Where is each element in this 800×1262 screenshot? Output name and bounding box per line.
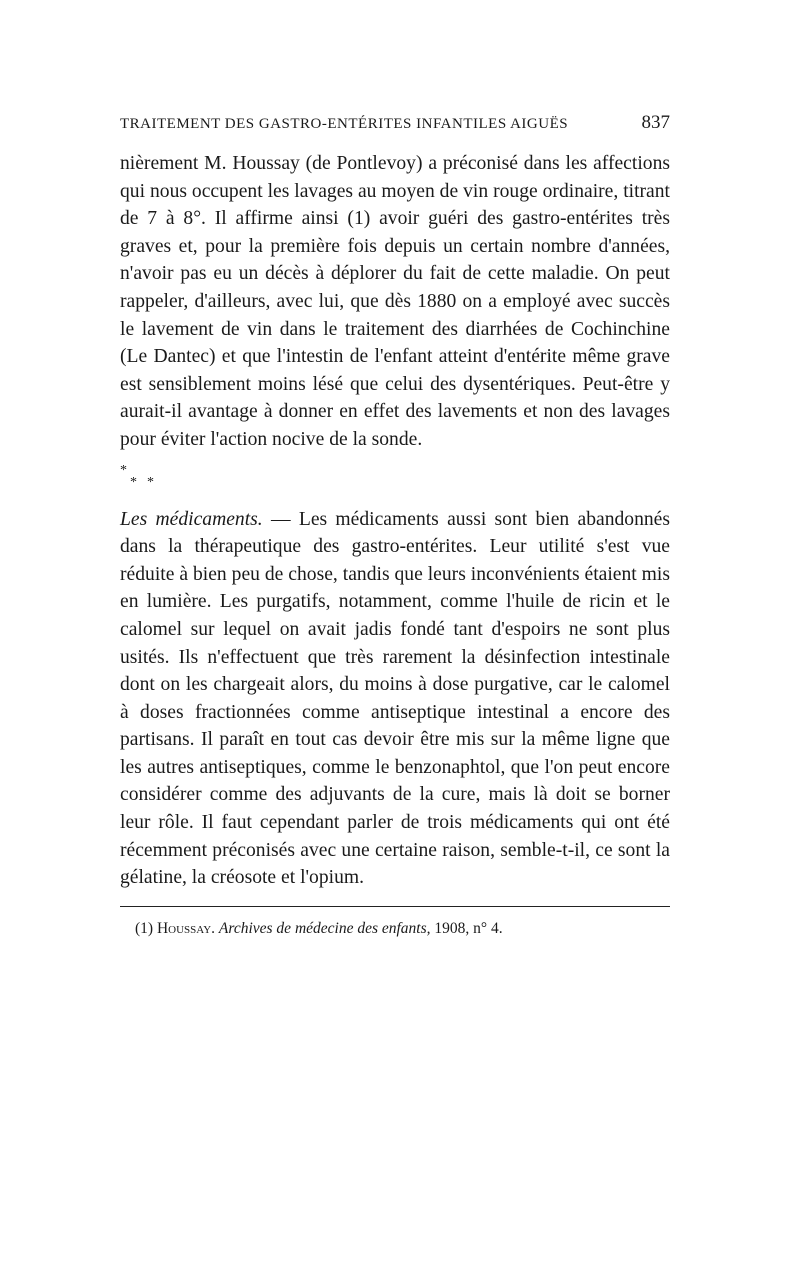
page-number: 837: [641, 112, 670, 133]
footnote-marker: (1): [135, 919, 154, 937]
section-text: Les médicaments aussi sont bien abandonnés dans la thérapeutique des gastro-entérites. Leur utilité s'est vue réduite à bien peu de chose, tandis que leurs inconvénients étaient mis en lumière. Les purgatifs, notamment, comme l'huile de ricin et le calomel sur lequel on avait jadis fondé tant d'espoirs ne sont plus usités. Ils n'effectuent que très rarement la désinfection intestinale dont on les chargeait alors, du moins à dose purgative, car le calomel à doses fractionnées comme antiseptique intestinal a encore des partisans. Il paraît en tout cas devoir être mis sur la même ligne que les autres antiseptiques, comme le benzonaphtol, que l'on peut encore considérer comme des adjuvants de la cure, mais là doit se borner leur rôle. Il faut cependant parler de trois médicaments qui ont été récemment préconisés avec une certaine raison, semble-t-il, ce sont la gélatine, la créosote et l'opium.: [120, 508, 671, 889]
paragraph-medicaments: [120, 506, 670, 892]
asterism-top: *: [120, 462, 127, 478]
footnote-journal: Archives de médecine des enfants,: [218, 919, 431, 937]
paragraph-lavages: nièrement M. Houssay (de Pontlevoy) a préconisé dans les affections qui nous occupent les lavages au moyen de vin rouge ordinaire, titrant de 7 à 8°. Il affirme ainsi (1) avoir guéri des gastro-entérites très graves et, pour la première fois depuis un certain nombre d'années, n'avoir pas eu un décès à déplorer du fait de cette maladie. On peut rappeler, d'ailleurs, avec lui, que dès 1880 on a employé avec succès le lavement de vin dans le traitement des diarrhées de Cochinchine (Le Dantec) et que l'intestin de l'enfant atteint d'entérite même grave est sensiblement moins lésé que celui des dysentériques. Peut-être y aurait-il avantage à donner en effet des lavements et non des lavages pour éviter l'action nocive de la sonde.: [120, 153, 670, 450]
section-title: Les médicaments.: [120, 508, 263, 530]
asterism-bottom: **: [130, 474, 164, 490]
section-dash: —: [262, 508, 299, 530]
running-head: [120, 112, 670, 140]
running-title: TRAITEMENT DES GASTRO-ENTÉRITES INFANTILES AIGUËS: [120, 116, 569, 132]
footnote-details: 1908, n° 4.: [434, 919, 503, 937]
asterism: [120, 454, 670, 506]
footnote: [120, 919, 670, 939]
footnote-rule: [120, 906, 670, 907]
footnote-author: Houssay.: [156, 919, 216, 937]
book-page: [120, 112, 670, 939]
main-text: [120, 150, 670, 892]
